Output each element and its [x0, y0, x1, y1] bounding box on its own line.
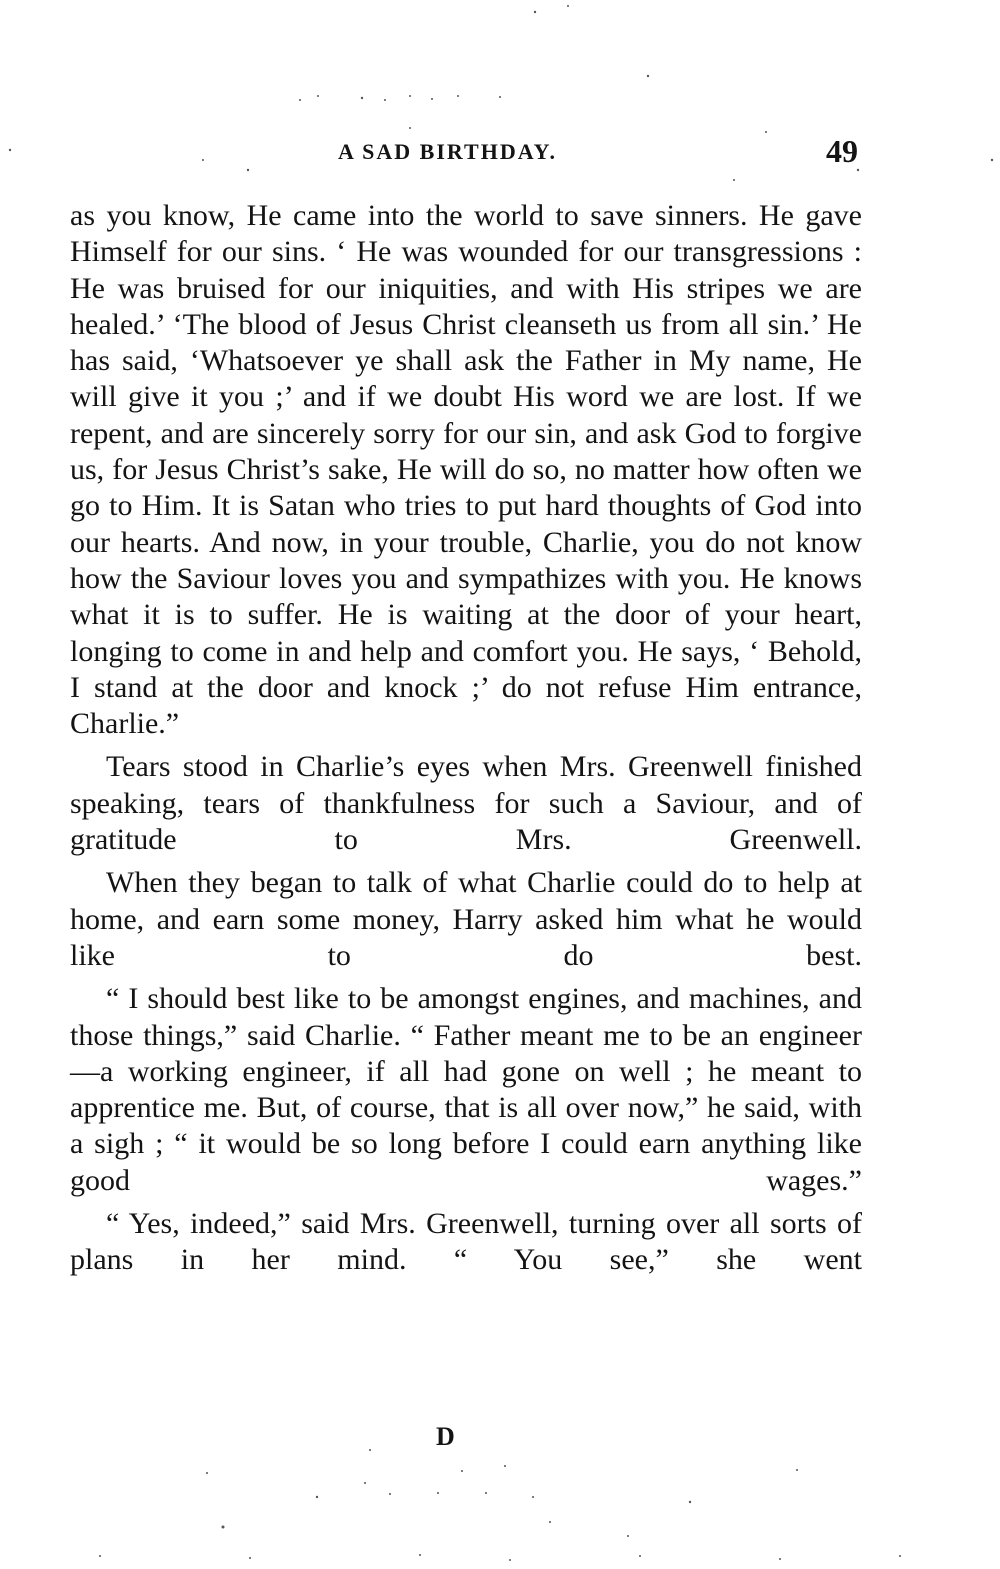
running-title: A SAD BIRTHDAY.: [338, 139, 557, 164]
paragraph: as you know, He came into the world to save sinners. He gave Himself for our sins. ‘ He was wounded for our transgressions : He was bruised for our iniquities, and with His stripes we are healed.’ ‘The blood of Jesus Christ cleanseth us from all sin.’ He has said, ‘Whatsoever ye shall ask the Father in My name, He will give it you ;’ and if we doubt His word we are lost. If we repent, and are sincerely sorry for our sin, and ask God to forgive us, for Jesus Christ’s sake, He will do so, no matter how often we go to Him. It is Satan who tries to put hard thoughts of God into our hearts. And now, in your trouble, Charlie, you do not know how the Saviour loves you and sympathizes with you. He knows what it is to suffer. He is waiting at the door of your heart, longing to come in and help and comfort you. He says, ‘ Behold, I stand at the door and knock ;’ do not refuse Him entrance, Charlie.”: [70, 199, 862, 741]
paragraph: When they began to talk of what Charlie could do to help at home, and earn some money, Harry asked him what he would like to do best.: [70, 866, 862, 972]
running-head: [0, 133, 1000, 173]
body-text: [70, 198, 862, 1286]
paragraph: “ Yes, indeed,” said Mrs. Greenwell, turning over all sorts of plans in her mind. “ You see,” she went: [70, 1207, 862, 1277]
signature-mark: D: [436, 1422, 455, 1451]
paragraph: “ I should best like to be amongst engines, and machines, and those things,” said Charlie. “ Father meant me to be an engineer—a working engineer, if all had gone on well ; he meant to apprentice me. But, of course, that is all over now,” he said, with a sigh ; “ it would be so long before I could earn anything like good wages.”: [70, 982, 862, 1197]
page-number: 49: [826, 133, 858, 169]
paragraph: Tears stood in Charlie’s eyes when Mrs. Greenwell finished speaking, tears of thankfulness for such a Saviour, and of gratitude to Mrs. Greenwell.: [70, 750, 862, 857]
